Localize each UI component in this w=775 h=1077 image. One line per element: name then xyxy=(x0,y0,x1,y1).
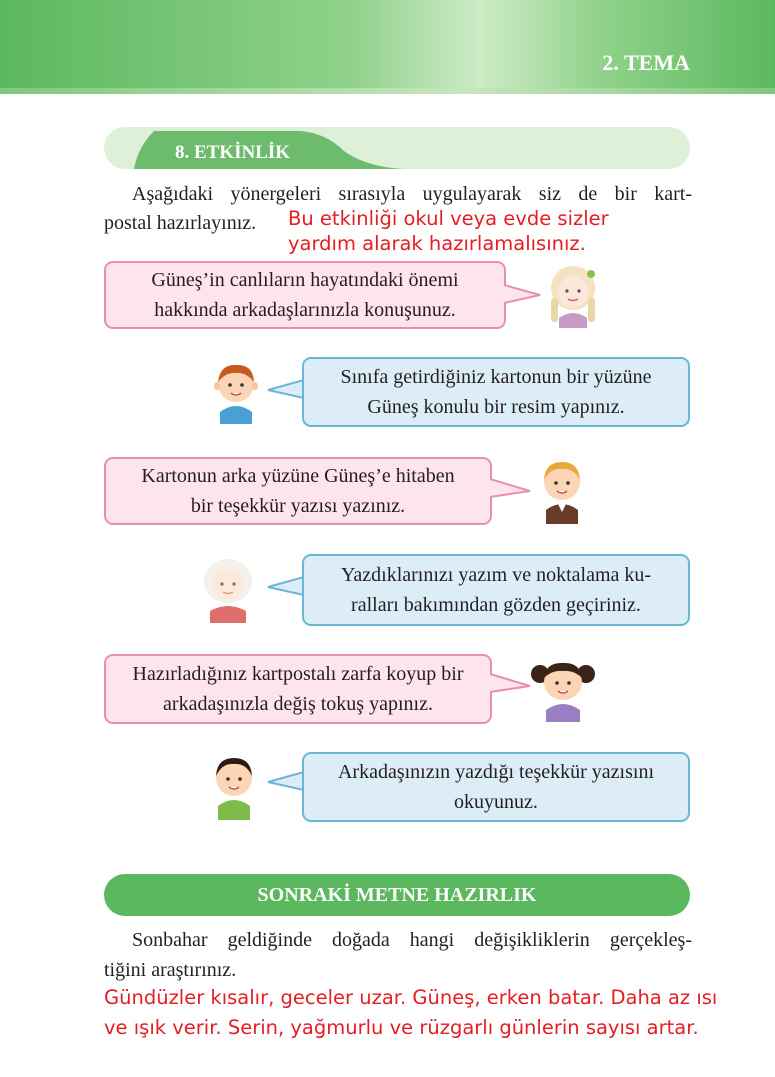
handwritten-answer: Gündüzler kısalır, geceler uzar. Güneş, erken batar. Daha az ısı ve ışık verir. Serin, yağmurlu ve rüzgarlı günlerin sayısı artar. xyxy=(104,986,718,1039)
header-divider xyxy=(0,88,775,94)
next-prep-line-2: tiğini araştırınız. xyxy=(104,959,237,981)
boy-blonde-illustration xyxy=(536,458,588,524)
step-5-tail xyxy=(490,672,534,696)
step-6-line-1: Arkadaşınızın yazdığı teşekkür yazısını xyxy=(337,761,654,783)
step-3-tail xyxy=(490,477,534,501)
step-4-line-1: Yazdıklarınızı yazım ve noktalama ku- xyxy=(340,564,652,586)
step-2-line-1: Sınıfa getirdiğiniz kartonun bir yüzüne xyxy=(340,366,652,388)
boy-redhead-illustration xyxy=(210,360,262,424)
boy-green-shirt-illustration xyxy=(208,754,260,820)
step-1-line-2: hakkında arkadaşlarınızla konuşunuz. xyxy=(154,299,456,321)
step-3-line-1: Kartonun arka yüzüne Güneş’e hitaben xyxy=(141,465,455,487)
girl-white-hair-illustration xyxy=(198,555,258,623)
step-1-line-1: Güneş’in canlıların hayatındaki önemi xyxy=(151,269,459,291)
theme-label: 2. TEMA xyxy=(602,50,690,75)
intro-line-1: Aşağıdaki yönergeleri sırasıyla uygulayarak siz de bir kart- xyxy=(132,183,692,205)
activity-title: 8. ETKİNLİK xyxy=(175,142,291,163)
step-bubble-1 xyxy=(104,261,506,329)
step-1-tail xyxy=(504,283,544,307)
step-2-line-2: Güneş konulu bir resim yapınız. xyxy=(367,396,625,418)
step-4-line-2: ralları bakımından gözden geçiriniz. xyxy=(351,594,641,616)
step-6-tail xyxy=(264,770,304,794)
girl-pigtails-illustration xyxy=(530,656,596,722)
intro-line-2: postal hazırlayınız. xyxy=(104,212,257,234)
step-bubble-6 xyxy=(302,752,690,822)
step-5-line-1: Hazırladığınız kartpostalı zarfa koyup bir xyxy=(132,663,464,685)
step-bubble-3 xyxy=(104,457,492,525)
next-prep-line-1: Sonbahar geldiğinde doğada hangi değişikliklerin gerçekleş- xyxy=(132,929,692,951)
step-4-tail xyxy=(264,575,304,599)
next-prep-title: SONRAKİ METNE HAZIRLIK xyxy=(104,874,690,916)
handwritten-note: Bu etkinliği okul veya evde sizler yardım alarak hazırlamalısınız. xyxy=(288,207,609,255)
step-2-tail xyxy=(264,378,304,402)
next-prep-text xyxy=(104,925,692,985)
step-bubble-2 xyxy=(302,357,690,427)
step-5-line-2: arkadaşınızla değiş tokuş yapınız. xyxy=(163,693,433,715)
step-3-line-2: bir teşekkür yazısı yazınız. xyxy=(190,495,406,517)
girl-blonde-illustration xyxy=(545,262,601,328)
step-bubble-5 xyxy=(104,654,492,724)
step-6-line-2: okuyunuz. xyxy=(454,791,538,813)
step-bubble-4 xyxy=(302,554,690,626)
